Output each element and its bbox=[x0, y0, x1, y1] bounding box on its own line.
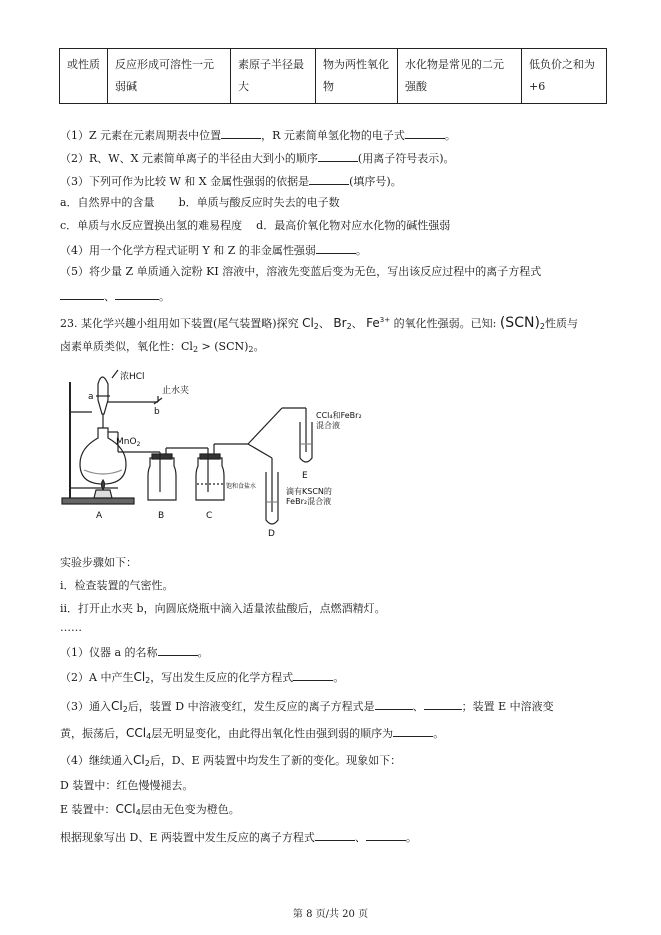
q22-part5-answers: 、 。 bbox=[60, 287, 170, 305]
table-cell: 物为两性氧化物 bbox=[316, 49, 398, 104]
apparatus-diagram bbox=[58, 362, 398, 542]
label-nacl: 饱和食盐水 bbox=[226, 483, 257, 490]
table-cell: 水化物是常见的二元强酸 bbox=[398, 49, 522, 104]
q23-intro-line2: 卤素单质类似，氧化性：$Cl_2 > (SCN)_2$。 bbox=[60, 340, 265, 354]
step-1: i．检查装置的气密性。 bbox=[60, 579, 174, 592]
gas-bottle-c bbox=[196, 458, 224, 500]
q22-part1: （1）Z 元素在元素周期表中位置 ，R 元素简单氢化物的电子式 。 bbox=[60, 126, 456, 144]
label-e-bot: 混合液 bbox=[316, 421, 340, 430]
table-cell: 低负价之和为+6 bbox=[522, 49, 607, 104]
q22-part3: （3）下列可作为比较 W 和 X 金属性强弱的依据是 (填序号)。 bbox=[60, 172, 402, 190]
answer-blank[interactable] bbox=[60, 287, 104, 300]
answer-blank[interactable] bbox=[158, 643, 198, 656]
answer-blank[interactable] bbox=[393, 724, 433, 737]
answer-blank[interactable] bbox=[405, 126, 445, 139]
steps-title: 实验步骤如下： bbox=[60, 556, 137, 569]
q23-sub1: （1）仪器 a 的名称 。 bbox=[60, 643, 209, 661]
q23-intro: 23. 某化学兴趣小组用如下装置(尾气装置略)探究 $Cl_2$、 $Br_2$、 $Fe^{3+}$ 的氧化性强弱。已知: $(SCN)_2$性质与 bbox=[60, 315, 578, 331]
q23-sub2: （2）A 中产生$Cl_2$，写出发生反应的化学方程式 。 bbox=[60, 670, 345, 685]
label-hcl: 浓HCl bbox=[120, 372, 145, 382]
answer-blank[interactable] bbox=[221, 126, 261, 139]
letter-b: B bbox=[158, 511, 165, 521]
answer-blank[interactable] bbox=[293, 668, 333, 681]
chem-fe3: $Fe^{3+}$ bbox=[366, 316, 391, 330]
q23-sub3-cont: 黄，振荡后，CCl$_4$层无明显变化，由此得出氧化性由强到弱的顺序为 。 bbox=[60, 726, 445, 741]
properties-table bbox=[59, 48, 607, 104]
q23-final: 根据现象写出 D、E 两装置中发生反应的离子方程式 、 。 bbox=[60, 828, 417, 846]
label-d-bot: FeBr₂混合液 bbox=[286, 497, 332, 506]
q23-sub3: （3）通入$Cl_2$后，装置 D 中溶液变红，发生反应的离子方程式是 、 ；装置 E 中溶液变 bbox=[60, 699, 554, 714]
chem-scn2: $(SCN)_2$ bbox=[499, 315, 545, 331]
label-d-top: 滴有KSCN的 bbox=[286, 487, 332, 496]
q23-sub4: （4）继续通入$Cl_2$后，D、E 两装置中均发生了新的变化。现象如下： bbox=[60, 753, 402, 768]
table-cell: 或性质 bbox=[60, 49, 108, 104]
ellipsis: …… bbox=[60, 621, 82, 634]
label-mno2: MnO$_2$ bbox=[116, 437, 141, 448]
label-b: b bbox=[154, 407, 160, 417]
letter-a: A bbox=[96, 511, 103, 521]
d-observation: D 装置中：红色慢慢褪去。 bbox=[60, 779, 194, 792]
table-cell: 反应形成可溶性一元弱碱 bbox=[108, 49, 231, 104]
answer-blank[interactable] bbox=[309, 172, 349, 185]
stand-base bbox=[62, 498, 134, 504]
q22-options-cd: c．单质与水反应置换出氢的难易程度 d．最高价氧化物对应水化物的碱性强弱 bbox=[60, 219, 451, 232]
table-cell: 素原子半径最大 bbox=[231, 49, 316, 104]
step-2: ii．打开止水夹 b，向圆底烧瓶中滴入适量浓盐酸后，点燃酒精灯。 bbox=[60, 602, 386, 615]
table-row bbox=[60, 49, 607, 104]
answer-blank[interactable] bbox=[318, 149, 358, 162]
answer-blank[interactable] bbox=[115, 287, 159, 300]
q22-part2: （2）R、W、X 元素简单离子的半径由大到小的顺序 (用离子符号表示)。 bbox=[60, 149, 455, 167]
label-e-top: CCl₄和FeBr₂ bbox=[316, 411, 362, 420]
q22-part4: （4）用一个化学方程式证明 Y 和 Z 的非金属性强弱 。 bbox=[60, 241, 367, 259]
letter-e: E bbox=[302, 471, 308, 481]
answer-blank[interactable] bbox=[315, 828, 355, 841]
label-a: a bbox=[88, 392, 94, 402]
answer-blank[interactable] bbox=[375, 697, 413, 710]
label-clamp: 止水夹 bbox=[162, 386, 190, 396]
q22-options-ab: a．自然界中的含量 b．单质与酸反应时失去的电子数 bbox=[60, 196, 340, 209]
q22-part5: （5）将少量 Z 单质通入淀粉 KI 溶液中，溶液先变蓝后变为无色，写出该反应过程中的离子方程式 bbox=[60, 265, 542, 278]
chem-br2: $Br_2$ bbox=[333, 316, 352, 331]
answer-blank[interactable] bbox=[366, 828, 406, 841]
e-observation: E 装置中：CCl$_4$层由无色变为橙色。 bbox=[60, 802, 240, 817]
letter-c: C bbox=[206, 511, 213, 521]
letter-d: D bbox=[268, 529, 275, 539]
chem-cl2: $Cl_2$ bbox=[302, 316, 319, 331]
gas-bottle-b bbox=[148, 458, 176, 500]
answer-blank[interactable] bbox=[316, 241, 356, 254]
answer-blank[interactable] bbox=[424, 697, 462, 710]
page-footer: 第 8 页/共 20 页 bbox=[292, 909, 369, 920]
alcohol-lamp bbox=[94, 490, 112, 498]
